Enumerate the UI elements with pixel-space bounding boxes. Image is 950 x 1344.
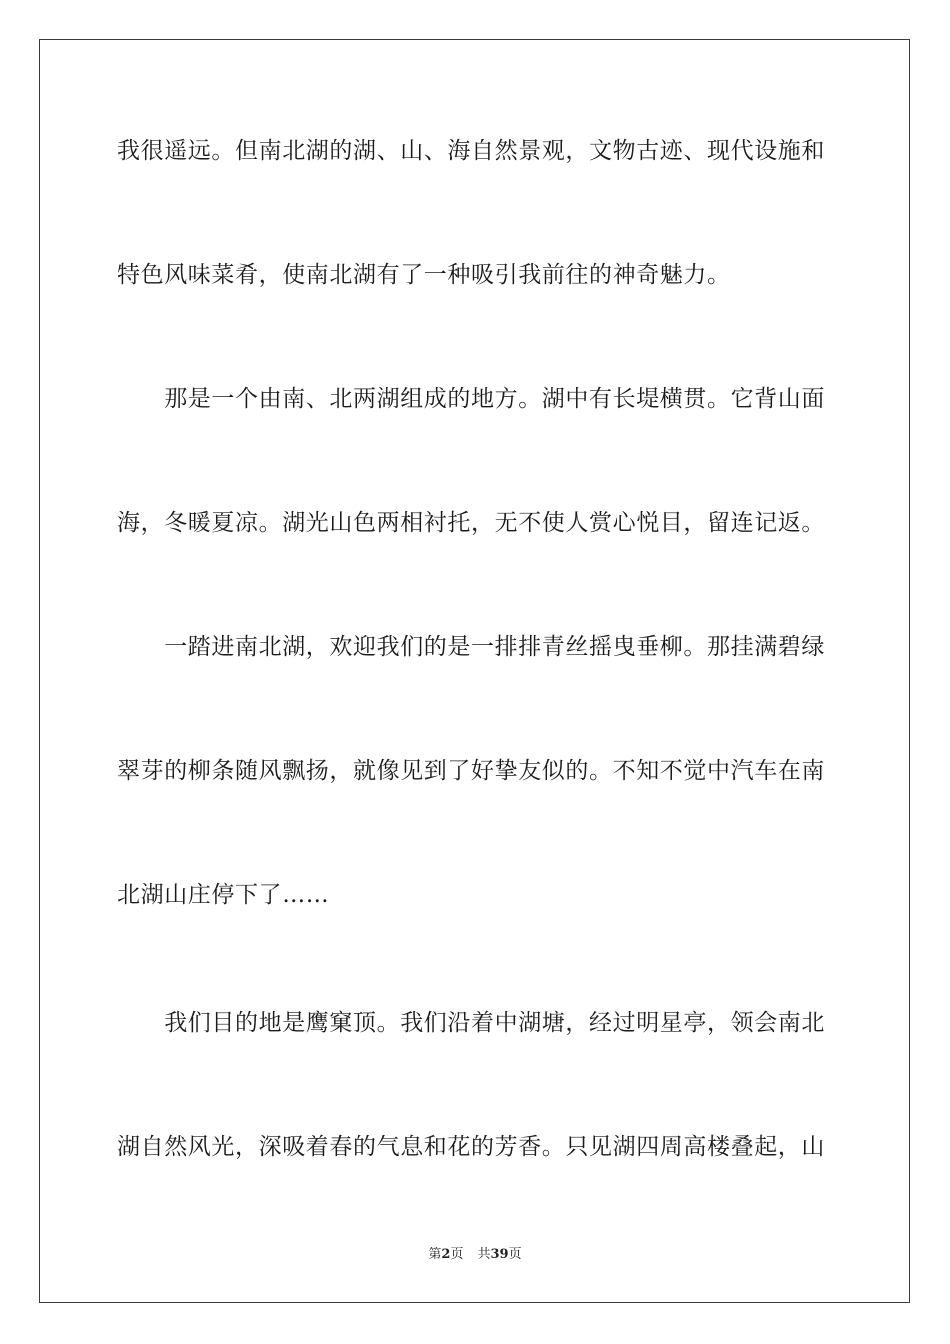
page-suffix: 页 xyxy=(450,1247,464,1262)
total-pages: 39 xyxy=(490,1247,509,1262)
text-line: 那是一个由南、北两湖组成的地方。湖中有长堤横贯。它背山面 xyxy=(117,386,825,412)
total-suffix: 页 xyxy=(508,1247,522,1262)
text-line: 我很遥远。但南北湖的湖、山、海自然景观，文物古迹、现代设施和 xyxy=(117,138,825,164)
text-line: 我们目的地是鹰窠顶。我们沿着中湖塘，经过明星亭，领会南北 xyxy=(117,1010,825,1036)
page-border xyxy=(39,39,910,1303)
text-line: 特色风味菜肴，使南北湖有了一种吸引我前往的神奇魅力。 xyxy=(117,262,731,288)
total-prefix: 共 xyxy=(477,1247,491,1262)
page-number: 2 xyxy=(441,1247,451,1262)
page-prefix: 第 xyxy=(428,1247,442,1262)
text-line: 湖自然风光，深吸着春的气息和花的芳香。只见湖四周高楼叠起，山 xyxy=(117,1134,825,1160)
text-line: 北湖山庄停下了…… xyxy=(117,882,330,908)
text-line: 一踏进南北湖，欢迎我们的是一排排青丝摇曳垂柳。那挂满碧绿 xyxy=(117,634,825,660)
text-line: 翠芽的柳条随风飘扬，就像见到了好挚友似的。不知不觉中汽车在南 xyxy=(117,758,825,784)
page-footer xyxy=(0,1246,950,1264)
text-line: 海，冬暖夏凉。湖光山色两相衬托，无不使人赏心悦目，留连记返。 xyxy=(117,510,825,536)
